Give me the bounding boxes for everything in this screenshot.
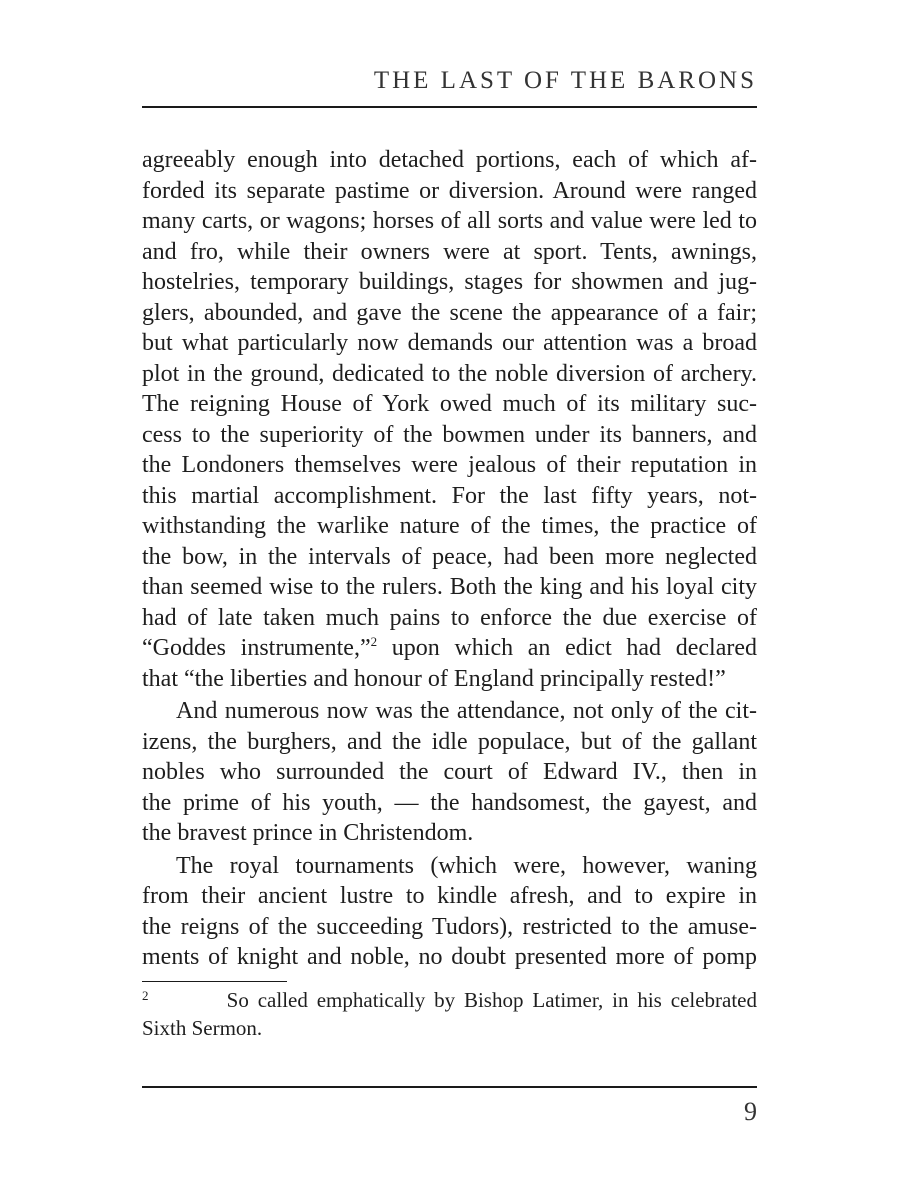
text-line: plot in the ground, dedicated to the noble diversion of archery. xyxy=(142,360,757,387)
text-line: And numerous now was the attendance, not only of the cit- xyxy=(176,698,757,724)
text-fragment: upon which an edict had declared xyxy=(377,635,757,661)
text-line: hostelries, temporary buildings, stages for showmen and jug- xyxy=(142,269,757,295)
text-line: izens, the burghers, and the idle populace, but of the gallant xyxy=(142,728,757,755)
quoted-phrase: “Goddes instrumente,” xyxy=(142,635,371,661)
text-line: from their ancient lustre to kindle afresh, and to expire in xyxy=(142,883,757,909)
text-line: the bravest prince in Christendom. xyxy=(142,820,474,846)
text-line: that “the liberties and honour of England principally rested!” xyxy=(142,665,726,692)
running-title: THE LAST OF THE BARONS xyxy=(373,67,757,94)
text-line: than seemed wise to the rulers. Both the king and his loyal city xyxy=(142,574,757,600)
text-line: but what particularly now demands our attention was a broad xyxy=(142,330,757,356)
text-line: the bow, in the intervals of peace, had been more neglected xyxy=(142,543,757,570)
footnote-text: So called emphatically by Bishop Latimer, in his celebrated xyxy=(226,988,757,1012)
text-line: the prime of his youth, — the handsomest, the gayest, and xyxy=(142,789,757,816)
text-line: and fro, while their owners were at sport. Tents, awnings, xyxy=(142,238,757,265)
text-line: The royal tournaments (which were, however, waning xyxy=(176,852,757,879)
text-line: The reigning House of York owed much of its military suc- xyxy=(142,391,757,417)
body-text xyxy=(142,145,757,973)
text-line: cess to the superiority of the bowmen under its banners, and xyxy=(142,421,757,448)
text-line: this martial accomplishment. For the last fifty years, not- xyxy=(142,482,757,509)
text-line: nobles who surrounded the court of Edward IV., then in xyxy=(142,759,757,785)
text-line-with-note xyxy=(142,633,757,664)
text-line: many carts, or wagons; horses of all sorts and value were led to xyxy=(142,208,757,234)
text-line: agreeably enough into detached portions, each of which af- xyxy=(142,147,757,173)
text-line: forded its separate pastime or diversion. Around were ranged xyxy=(142,177,757,204)
footnote xyxy=(142,986,757,1042)
footer-rule xyxy=(142,1086,757,1088)
text-line: ments of knight and noble, no doubt presented more of pomp xyxy=(142,944,757,970)
text-line: the Londoners themselves were jealous of their reputation in xyxy=(142,452,757,478)
text-line: withstanding the warlike nature of the times, the practice of xyxy=(142,513,757,539)
header-rule xyxy=(142,106,757,108)
footnote-line: 2 So called emphatically by Bishop Latimer, in his celebrated xyxy=(142,988,757,1012)
page-number: 9 xyxy=(744,1097,757,1126)
text-line: the reigns of the succeeding Tudors), restricted to the amuse- xyxy=(142,913,757,940)
text-line: had of late taken much pains to enforce the due exercise of xyxy=(142,604,757,631)
text-line: glers, abounded, and gave the scene the appearance of a fair; xyxy=(142,299,757,326)
footnote-reference: 2 xyxy=(370,634,378,649)
footnote-rule xyxy=(142,981,287,982)
footnote-line: Sixth Sermon. xyxy=(142,1016,263,1040)
